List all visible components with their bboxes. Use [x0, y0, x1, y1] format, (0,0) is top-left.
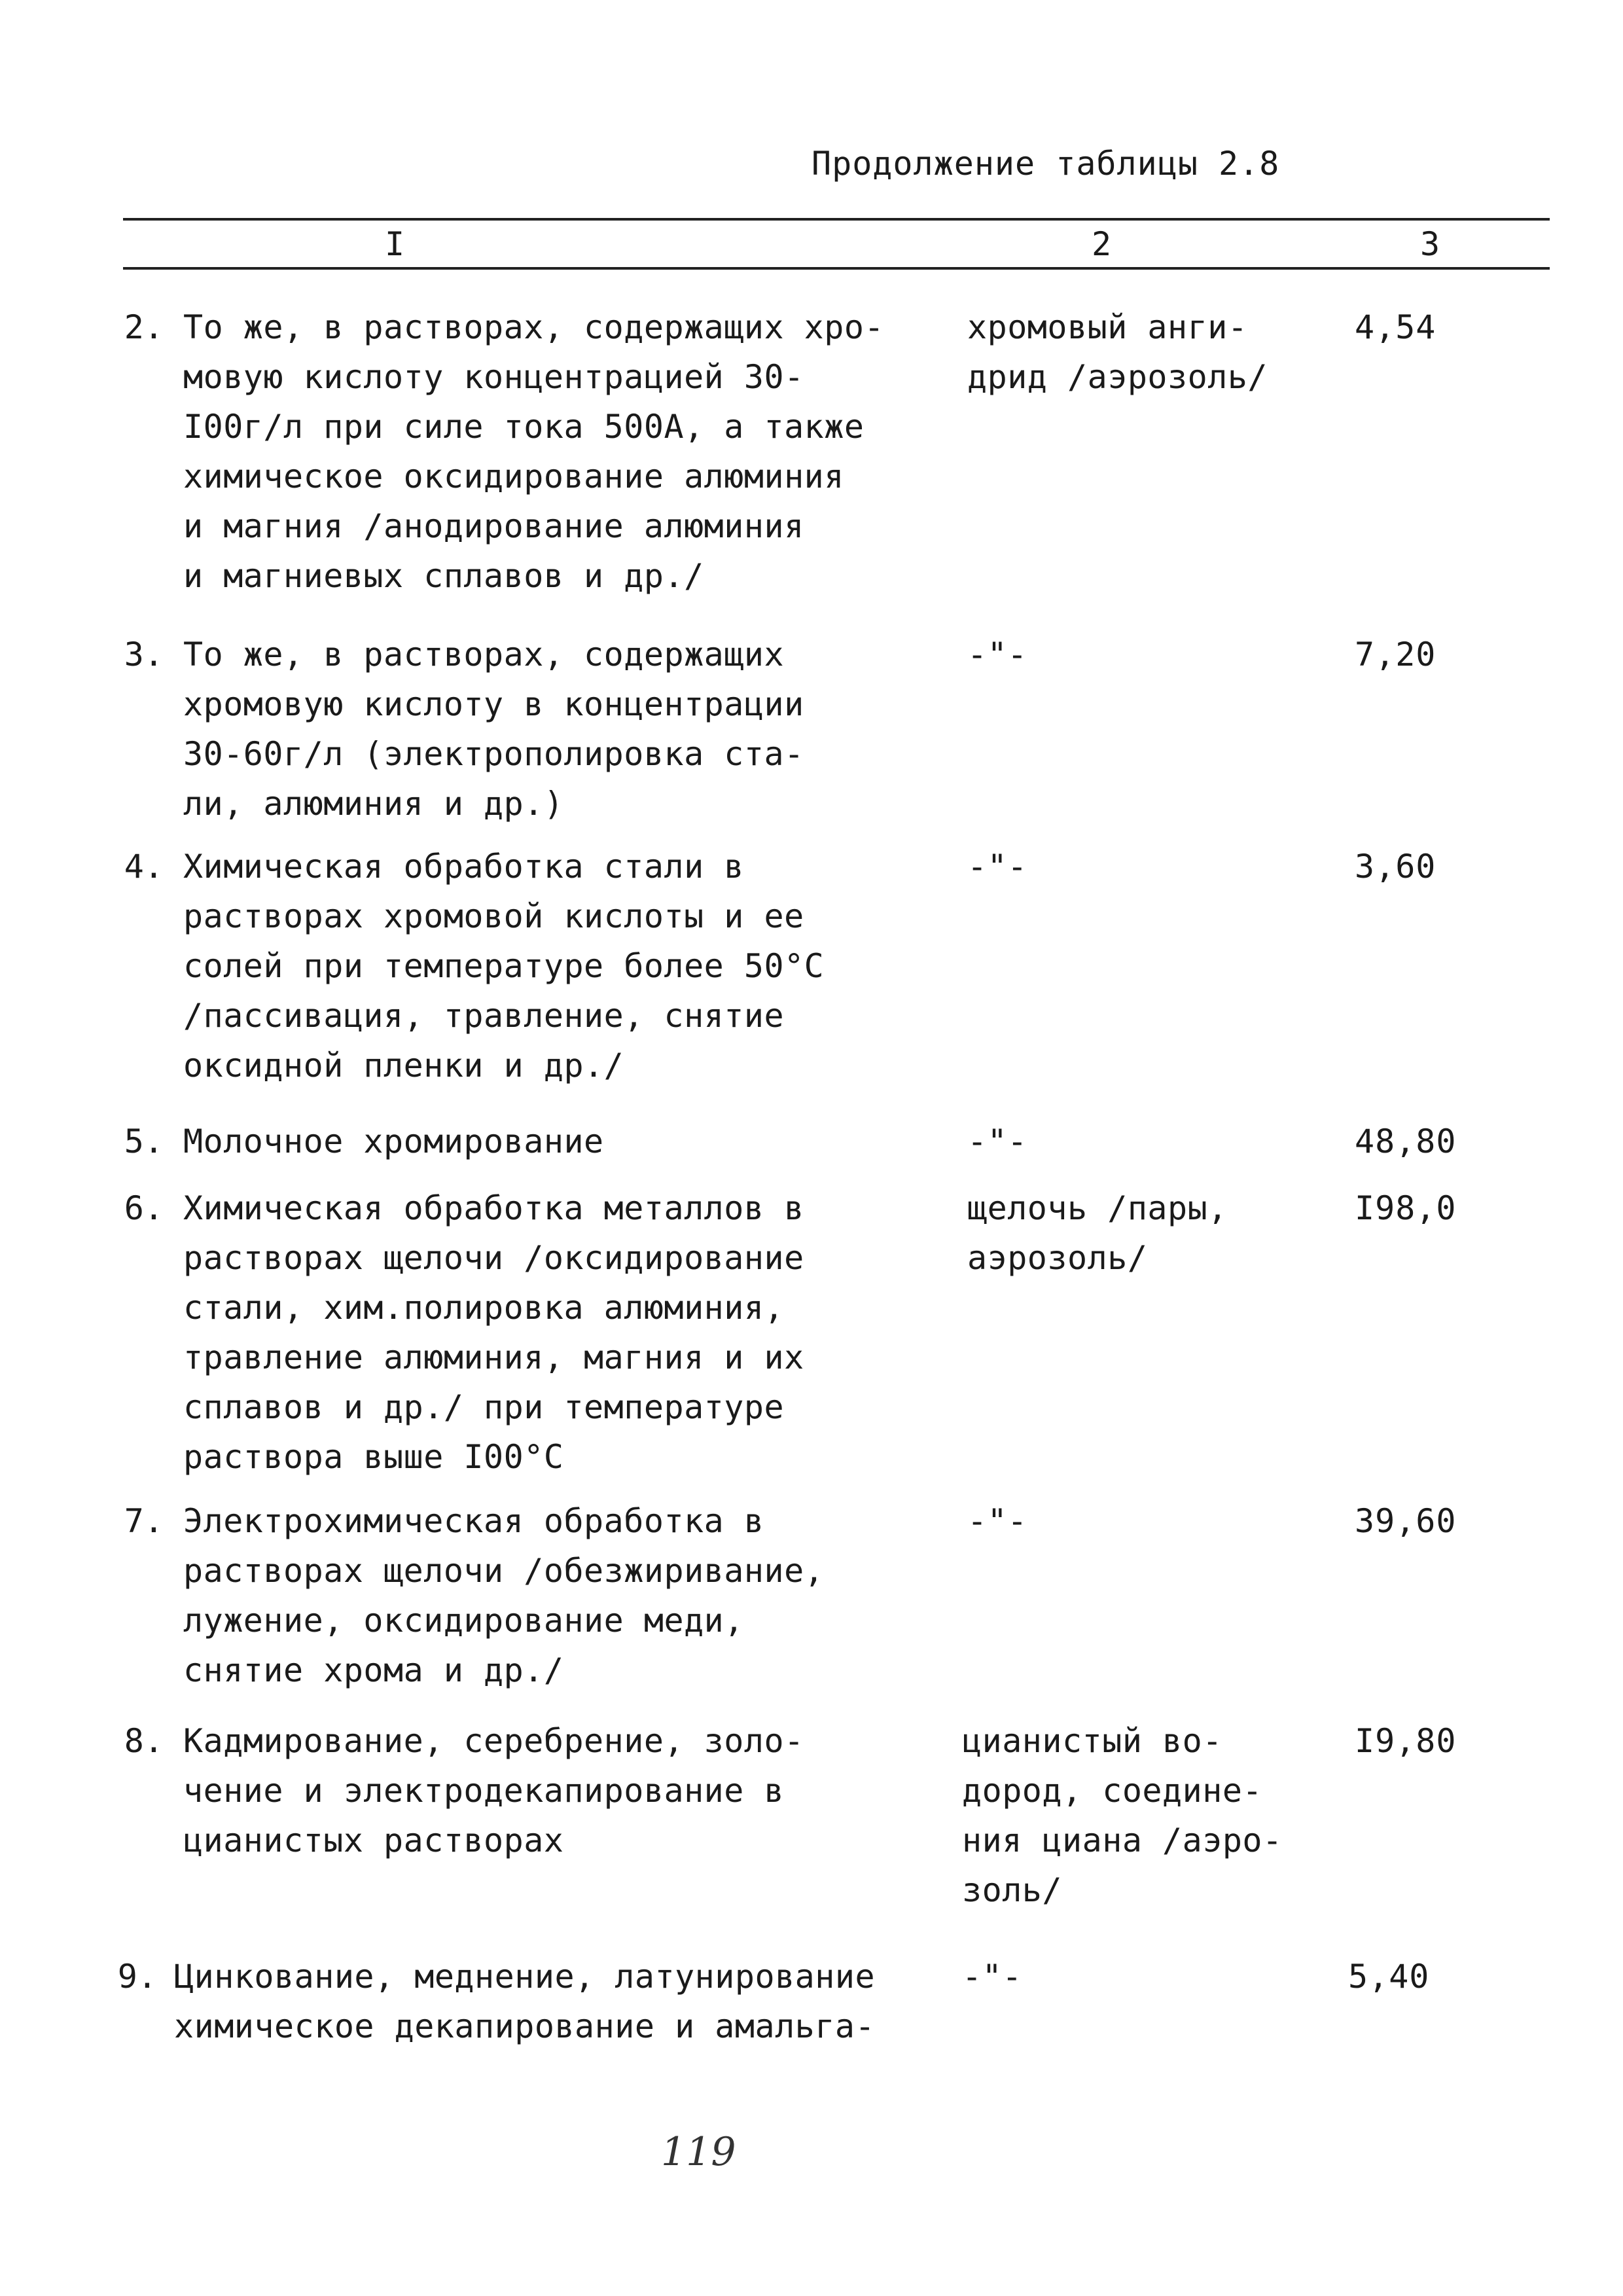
row-number: 3.: [124, 636, 164, 673]
row-agent: -"-: [967, 1502, 1027, 1540]
row-description: То же, в растворах, содержащих хромовую кислоту в концентрации 30-60г/л (электрополировка ста- ли, алюминия и др.): [183, 636, 804, 823]
table-top-rule: [123, 218, 1550, 221]
row-number: 8.: [124, 1722, 164, 1760]
column-header-3: 3: [1420, 225, 1440, 263]
row-value: 4,54: [1355, 308, 1436, 346]
row-value: I98,0: [1355, 1189, 1457, 1227]
column-header-1: I: [385, 225, 405, 263]
row-agent: -"-: [967, 636, 1027, 673]
row-value: 5,40: [1348, 1958, 1430, 1996]
row-description: Электрохимическая обработка в растворах щелочи /обезжиривание, лужение, оксидирование меди, снятие хрома и др./: [183, 1502, 825, 1689]
row-value: 3,60: [1355, 848, 1436, 886]
row-value: 39,60: [1355, 1502, 1457, 1540]
row-value: 7,20: [1355, 636, 1436, 673]
row-number: 5.: [124, 1122, 164, 1160]
row-number: 4.: [124, 848, 164, 886]
table-header-rule: [123, 267, 1550, 270]
row-description: То же, в растворах, содержащих хро- мовую кислоту концентрацией 30- I00г/л при силе тока 500А, а также химическое оксидирование алюминия и магния /анодирование алюминия и магниевых сплавов и др./: [183, 308, 885, 595]
handwritten-page-number: 119: [661, 2129, 736, 2175]
row-description: Кадмирование, серебрение, золо- чение и электродекапирование в цианистых растворах: [183, 1722, 804, 1859]
row-number: 6.: [124, 1189, 164, 1227]
row-agent: цианистый во- дород, соедине- ния циана /аэро- золь/: [962, 1722, 1283, 1909]
row-agent: -"-: [962, 1958, 1022, 1996]
row-description: Цинкование, меднение, латунирование химическое декапирование и амальга-: [174, 1958, 876, 2045]
row-value: 48,80: [1355, 1122, 1457, 1160]
row-description: Молочное хромирование: [183, 1122, 604, 1160]
row-agent: -"-: [967, 1122, 1027, 1160]
row-description: Химическая обработка стали в растворах хромовой кислоты и ее солей при температуре более 50°С /пассивация, травление, снятие оксидной пленки и др./: [183, 848, 825, 1085]
row-number: 7.: [124, 1502, 164, 1540]
row-agent: -"-: [967, 848, 1027, 886]
row-agent: щелочь /пары, аэрозоль/: [967, 1189, 1228, 1277]
row-description: Химическая обработка металлов в растворах щелочи /оксидирование стали, хим.полировка алюминия, травление алюминия, магния и их сплавов и др./ при температуре раствора выше I00°С: [183, 1189, 804, 1476]
row-number: 2.: [124, 308, 164, 346]
row-number: 9.: [117, 1958, 157, 1996]
column-header-2: 2: [1092, 225, 1112, 263]
row-value: I9,80: [1355, 1722, 1457, 1760]
row-agent: хромовый анги- дрид /аэрозоль/: [967, 308, 1268, 396]
table-continuation-caption: Продолжение таблицы 2.8: [812, 145, 1280, 183]
